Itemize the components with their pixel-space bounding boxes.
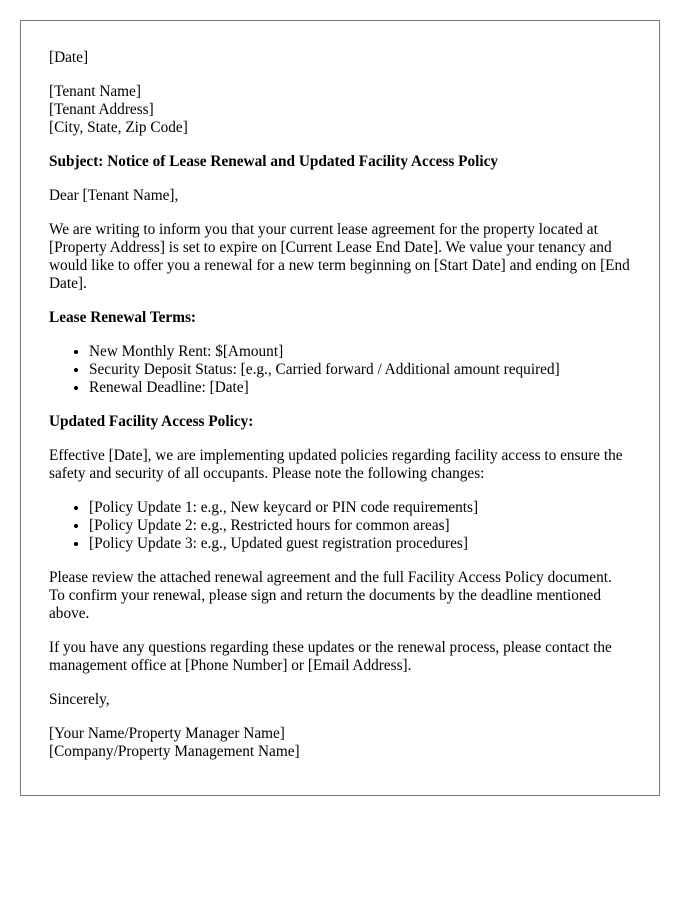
list-item: • [Policy Update 2: e.g., Restricted hours for common areas] — [89, 517, 631, 535]
renewal-terms-heading: Lease Renewal Terms: — [49, 309, 197, 326]
letter-document — [20, 20, 660, 796]
recipient-name: [Tenant Name] — [49, 83, 141, 100]
list-item: • Renewal Deadline: [Date] — [89, 379, 631, 397]
access-policy-heading: Updated Facility Access Policy: — [49, 413, 254, 430]
salutation: Dear [Tenant Name], — [49, 187, 179, 204]
renewal-terms-list — [49, 343, 631, 397]
recipient-address-block — [49, 83, 631, 137]
access-policy-paragraph: Effective [Date], we are implementing updated policies regarding facility access to ensure the safety and security of all occupants. Please note the following changes: — [49, 447, 623, 482]
access-policy-list — [49, 499, 631, 553]
signature-name: [Your Name/Property Manager Name] — [49, 725, 285, 742]
signature-company: [Company/Property Management Name] — [49, 743, 300, 760]
closing: Sincerely, — [49, 691, 110, 708]
signature-block — [49, 725, 631, 761]
letter-subject: Subject: Notice of Lease Renewal and Updated Facility Access Policy — [49, 153, 499, 170]
intro-paragraph: We are writing to inform you that your current lease agreement for the property located at [Property Address] is set to expire on [Current Lease End Date]. We value your tenancy and would like to offer you a renewal for a new term beginning on [Start Date] and ending on [End Date]. — [49, 221, 630, 292]
list-item: • New Monthly Rent: $[Amount] — [89, 343, 631, 361]
list-item: • [Policy Update 1: e.g., New keycard or PIN code requirements] — [89, 499, 631, 517]
review-paragraph: Please review the attached renewal agreement and the full Facility Access Policy document. To confirm your renewal, please sign and return the documents by the deadline mentioned above. — [49, 569, 612, 622]
list-item: • Security Deposit Status: [e.g., Carried forward / Additional amount required] — [89, 361, 631, 379]
recipient-address: [Tenant Address] — [49, 101, 154, 118]
recipient-city-state-zip: [City, State, Zip Code] — [49, 119, 188, 136]
letter-date: [Date] — [49, 49, 89, 66]
list-item: • [Policy Update 3: e.g., Updated guest registration procedures] — [89, 535, 631, 553]
contact-paragraph: If you have any questions regarding these updates or the renewal process, please contact the management office at [Phone Number] or [Email Address]. — [49, 639, 612, 674]
